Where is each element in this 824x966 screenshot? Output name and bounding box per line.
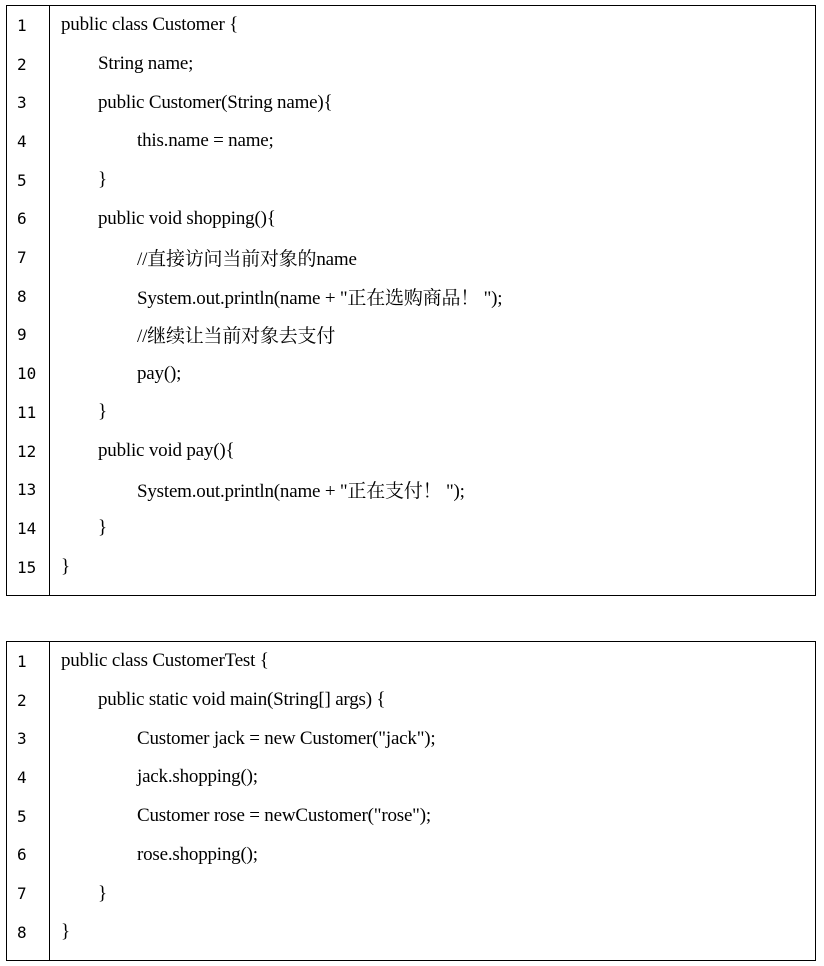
line-number: 5	[17, 806, 27, 826]
code-text: }	[98, 401, 107, 423]
line-number: 14	[17, 518, 37, 538]
line-number: 8	[17, 922, 27, 942]
line-number: 5	[17, 170, 27, 190]
code-line	[7, 161, 815, 200]
line-number: 3	[17, 729, 27, 749]
code-line	[7, 354, 815, 393]
line-number: 2	[17, 54, 27, 74]
code-line	[7, 913, 815, 952]
line-number: 13	[17, 480, 37, 500]
code-text: System.out.println(name + "正在选购商品！ ");	[137, 287, 503, 309]
line-number: 7	[17, 884, 27, 904]
code-text: Customer jack = new Customer("jack");	[137, 727, 436, 749]
code-text: //直接访问当前对象的name	[137, 249, 357, 271]
code-line	[7, 238, 815, 277]
code-text: }	[61, 556, 70, 578]
line-number: 15	[17, 557, 37, 577]
code-text: public class CustomerTest {	[61, 650, 269, 672]
line-number: 9	[17, 325, 27, 345]
code-text: }	[61, 921, 70, 943]
code-line	[7, 200, 815, 239]
line-number: 11	[17, 402, 37, 422]
line-number: 12	[17, 441, 37, 461]
line-number: 3	[17, 93, 27, 113]
code-line	[7, 277, 815, 316]
code-text: public Customer(String name){	[98, 91, 333, 113]
code-text: public void pay(){	[98, 440, 235, 462]
line-number: 4	[17, 767, 27, 787]
code-text: }	[98, 169, 107, 191]
code-line	[7, 836, 815, 875]
code-block-customer-test	[6, 641, 816, 961]
code-block-customer	[6, 5, 816, 596]
code-line	[7, 797, 815, 836]
code-line	[7, 316, 815, 355]
line-number: 1	[17, 651, 27, 671]
line-number: 4	[17, 131, 27, 151]
code-line	[7, 681, 815, 720]
line-number: 10	[17, 364, 37, 384]
code-text: this.name = name;	[137, 130, 274, 152]
code-line	[7, 719, 815, 758]
code-line	[7, 432, 815, 471]
code-text: System.out.println(name + "正在支付！ ");	[137, 481, 465, 503]
code-text: String name;	[98, 53, 194, 75]
code-text: //继续让当前对象去支付	[137, 326, 336, 348]
code-text: }	[98, 517, 107, 539]
line-number: 1	[17, 15, 27, 35]
code-line	[7, 45, 815, 84]
line-number: 7	[17, 248, 27, 268]
code-line	[7, 122, 815, 161]
code-line	[7, 6, 815, 45]
code-text: rose.shopping();	[137, 843, 258, 865]
code-line	[7, 83, 815, 122]
line-number: 8	[17, 286, 27, 306]
code-text: }	[98, 882, 107, 904]
code-text: public class Customer {	[61, 14, 239, 36]
code-line	[7, 874, 815, 913]
line-number: 6	[17, 845, 27, 865]
code-line	[7, 509, 815, 548]
code-line	[7, 758, 815, 797]
code-text: public static void main(String[] args) {	[98, 689, 386, 711]
code-line	[7, 393, 815, 432]
code-line	[7, 548, 815, 587]
line-number: 2	[17, 690, 27, 710]
code-text: pay();	[137, 362, 182, 384]
code-line	[7, 470, 815, 509]
code-line	[7, 642, 815, 681]
code-text: public void shopping(){	[98, 207, 276, 229]
line-number: 6	[17, 209, 27, 229]
code-text: Customer rose = newCustomer("rose");	[137, 805, 431, 827]
code-text: jack.shopping();	[137, 766, 258, 788]
